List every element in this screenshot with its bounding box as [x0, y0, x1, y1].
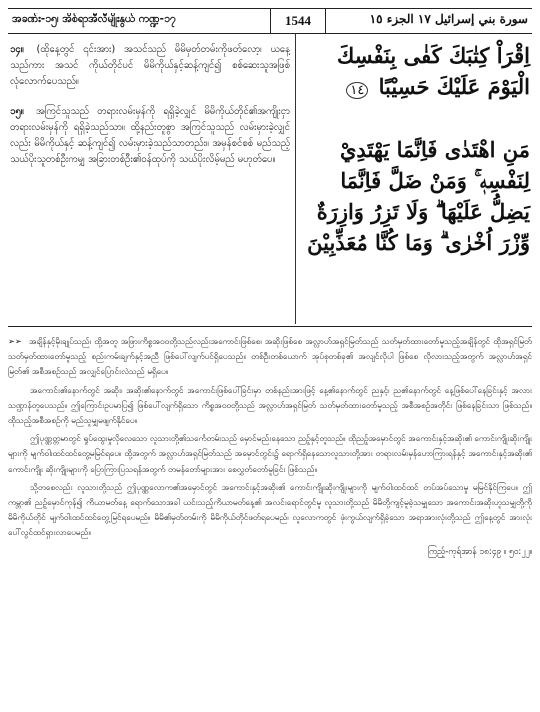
- commentary-paragraph: ဤပုဏ္ဏတ္တမာတွင် ရှုပ်ထွေးမှုလိုလေသော လူသားတို့၏သင်္ကေတမ်းသည် မှောင်မည်းနေသော ညဉ့်နှင့်တူသည်။ ထိုညဉ့်အမှောင်တွင် အကောင်းနှင့်အဆိုး၏ ကောင်းကျိုးဆိုးကျိုးများကို မျက်ဝါးထင်ထင်တွေ့မမြင်ရပေ။ ထို့အတွက် အလ္လာဟ်အရှင်မြတ်သည် အမှောင်တွင်း၌ ရောက်ရှိနေသောလူသားတို့အား တရားလမ်းမှန်ဟောကြားရန်နှင့် အကောင်းနှင့်အဆိုး၏ ကောင်းကျိုး ဆိုးကျိုးများကို ပြောကြားပြသရန်အတွက် တမန်တော်များအား စေလွှတ်တော်မူခြင်း ဖြစ်သည်။: [8, 433, 532, 474]
- arabic-column: [304, 40, 530, 258]
- column-divider: [295, 34, 296, 324]
- translation-column: [10, 42, 290, 182]
- verse-translation: [10, 104, 290, 168]
- commentary-paragraph: သို့တစေလည်း လူသားတို့သည် ဤပုဏ္ဏလောက၏အမှောင်တွင် အကောင်းနှင့်အဆိုး၏ ကောင်းကျိုးဆိုးကျိုးများကို မျက်ဝါးထင်ထင် တပ်အပ်သောမှု မမြင်နိုင်ကြပေ။ ဤကမ္ဘာ၏ ညဉ့်မှောင်ကုန်၍ ကိယာမတ်နေ့ ရောက်သောအခါ ယင်းသည့်ကိယာမတ်နေ့၏ အလင်းရောင်တွင်မူ လူသားတို့သည် မိမိတို့ကျင့်မူခဲ့သမျှသော အကောင်းအဆိုးဟူသမျှတို့ကို မိမိကိုယ်တိုင် မျက်ဝါးထင်ထင်တွေ့မြင်ရပေမည်။ မိမိ၏မှတ်တမ်းကို မိမိကိုယ်တိုင်ဖတ်ရပေမည်၊ လူလောကတွင် ဖုံးကွယ်လျက်ရှိခဲ့သော အရာအားလုံးတို့သည် ဤနေ့တွင် အားလုံး ပေါ်လွင်ထင်ရှားလာပေမည်။: [8, 481, 532, 538]
- verse-translation-text: အကြင်သူသည် တရားလမ်းမှန်ကို ရရှိခဲ့လျှင် မိမိကိုယ်တိုင်၏အကျိုးငှာ တရားလမ်းမှန်ကို ရရှိခဲ့သည်သာ။ ထို့နည်းတူစွာ အကြင်သူသည် လမ်းမှားခဲ့လျှင်လည်း မိမိကိုယ်နှင့် ဆန့်ကျင်၍ လမ်းမှားခဲ့သည်သာတည်း။ အမှန်စင်စစ် မည်သည့် သယ်ပိုးသူတစ်ဦးကမျှ အခြားတစ်ဦး၏ဝန်ထုပ်ကို သယ်ပိုးလိမ့်မည် မဟုတ်ပေ။: [10, 106, 290, 165]
- commentary-paragraph: အကောင်း၏နောက်တွင် အဆိုး၊ အဆိုး၏နောက်တွင် အကောင်းဖြစ်ပေါ်ခြင်းမှာ တစ်နည်းအားဖြင့် နေ့၏နောက်တွင် ညနှင့်၊ ည၏နောက်တွင် နေ့ဖြစ်ပေါ်နေခြင်းနှင့် အလားသဏ္ဌာန်တူပေသည်။ ဤကြောင်းဥပမာပြ၍ ဖြစ်ပေါ်လျက်ရှိသော ကိစ္စအဝဝတို့သည် အလ္လာဟ်အရှင်မြတ် သတ်မှတ်ထားတော်မူသည့် အစီအစဉ်အတိုင်း ဖြစ်နေခြင်းသာ ဖြစ်သည်။ ထိုသည့်အစီအစဉ်ကို မည်သူမျှမဖျက်နိုင်ပေ။: [8, 384, 532, 426]
- commentary-paragraph: [8, 334, 532, 380]
- page-number: 1544: [270, 9, 326, 33]
- verse-translation: [10, 42, 290, 90]
- verses-section: [8, 34, 532, 330]
- header-surah-title: سورة بني إسرائيل ١٧ الجزء ١٥: [369, 12, 528, 26]
- commentary-text: အချိန်နှင့်မိုးချုပ်သည်၊ ထို့အတူ အဖြားကိစ္စအဝဝတို့သည်လည်းအကောင်းဖြစ်စေ၊ အဆိုးဖြစ်စေ အလ္လာဟ်အရှင်မြတ်သည် သတ်မှတ်ထားတော်မူသည့်အချိန်တွင် ထိုအရှင်မြတ် သတ်မှတ်ထားတော်မူသည့် စည်းကမ်းချက်နှင့်အညီ ဖြစ်ပေါ်လျက်ပင်ရှိပေသည်။ တစ်ဦးတစ်ယောက် အုပ်စုတစ်ခု၏ အလျင်လိုပါ ဖြစ်စေ လိုလားသည့်အတွက် အလ္လာဟ်အရှင်မြတ်၏ အစီအစဉ်သည် အလျှင်ပြောင်းလဲသည် မရှိပေ။: [8, 336, 532, 377]
- header-chapter-title: အခဏ်း-၁၅၊ အိစ်ရာအီလီမျိုးနွယ် ကဏ္ဍ-၁၇: [12, 13, 176, 25]
- arabic-verse-text: مَنِ اهْتَدٰى فَاِنَّمَا يَهْتَدِيْ لِنَفْسِهٖ ۚ وَمَنْ ضَلَّ فَاِنَّمَا يَضِلُّ عَلَيْهَا ۗ وَلَا تَزِرُ وَازِرَةٌ وِّزْرَ اُخْرٰى ۗ وَمَا كُنَّا مُعَذِّبِيْنَ: [307, 137, 530, 255]
- double-arrow-icon: ➢➢: [8, 336, 22, 346]
- commentary-section: [8, 334, 532, 559]
- verse-translation-text: (ထိုနေ့တွင် ၎င်းအား) အသင်သည် မိမိမှတ်တမ်းကိုဖတ်လော့၊ ယနေ့သည်ကား အသင် ကိုယ်တိုင်ပင် မိမိကိုယ်နှင့်ဆန့်ကျင်၍ စစ်ဆေးသူအဖြစ် လုံလောက်ပေသည်။: [10, 44, 290, 87]
- cross-reference: ကြည့်-ကုရ်အာန် ၁၈:၄၉ ။ ၅၀:၂၂။: [427, 545, 532, 556]
- arabic-verse: [304, 40, 530, 106]
- ayah-end-mark: ١٤: [346, 82, 368, 99]
- section-divider: [8, 326, 532, 327]
- verse-number: ၁၄။: [10, 44, 24, 55]
- page-header: [8, 8, 532, 34]
- arabic-verse: [304, 134, 530, 258]
- page: [8, 8, 532, 704]
- verse-number: ၁၅။: [10, 106, 24, 117]
- arabic-verse-text: اِقْرَاْ كِتٰبَكَ كَفٰى بِنَفْسِكَ الْيَوْمَ عَلَيْكَ حَسِيْبًا: [337, 43, 530, 99]
